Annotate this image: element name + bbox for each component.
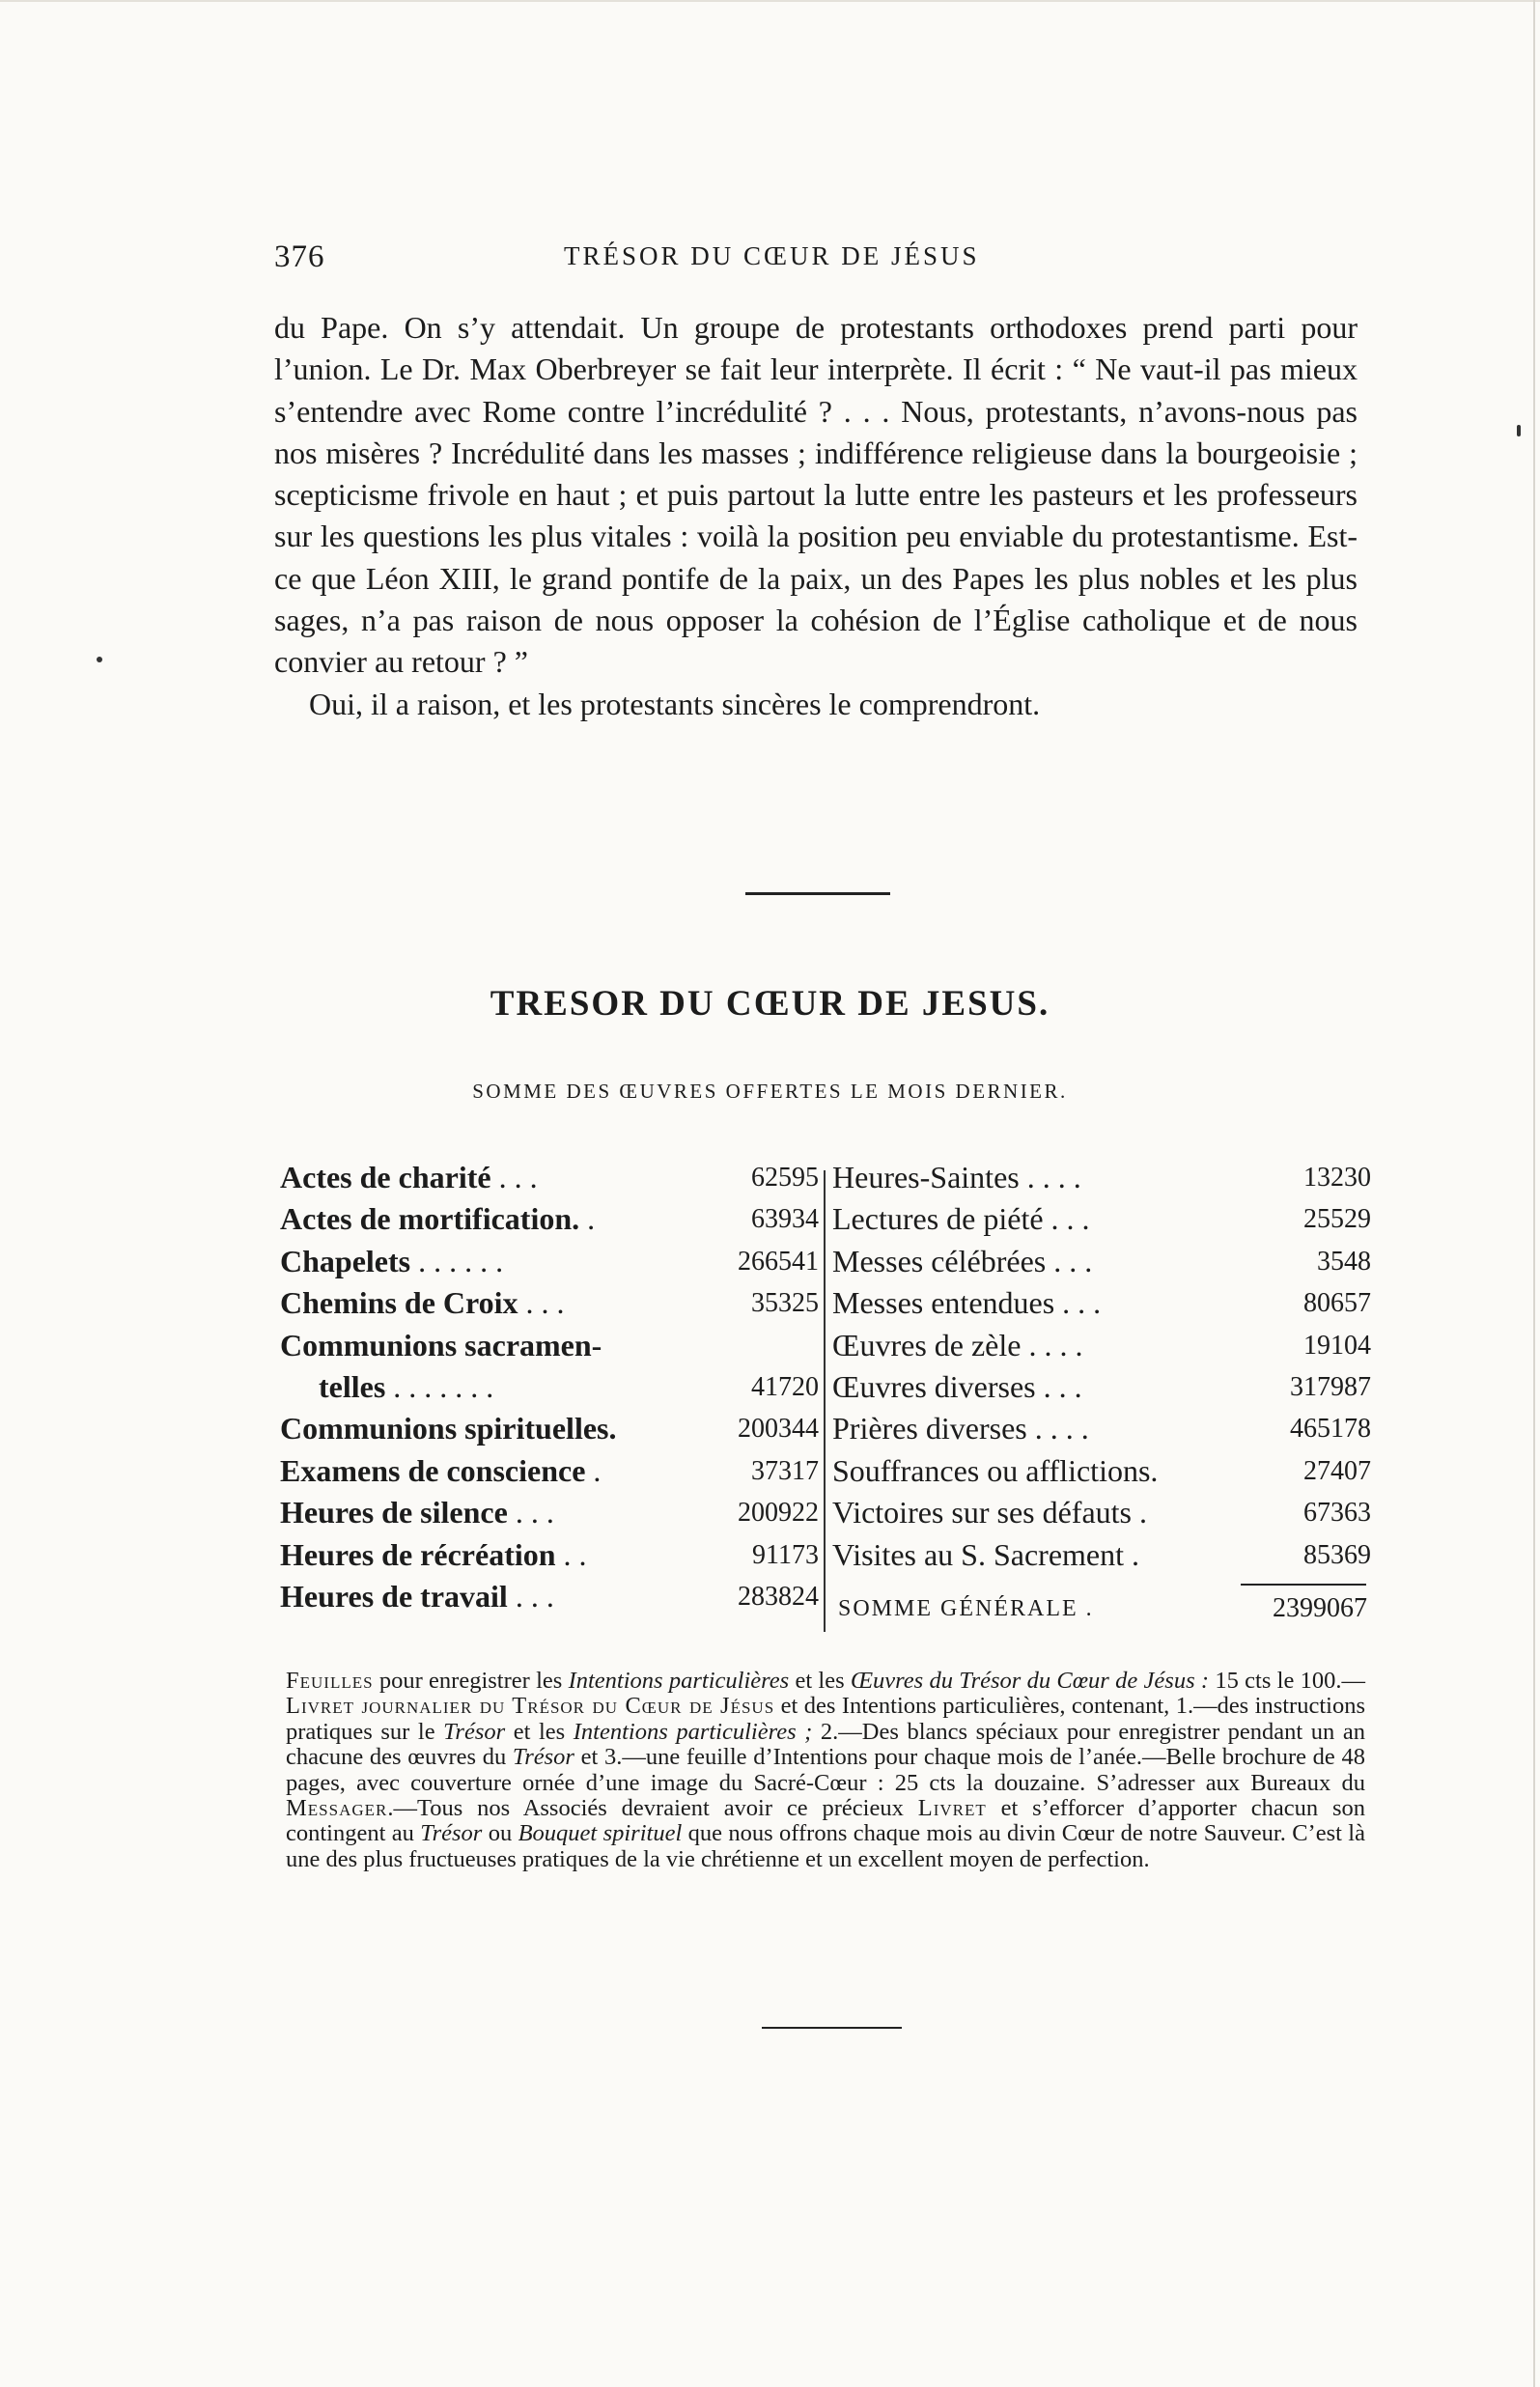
note-lead: Feuilles — [286, 1668, 374, 1694]
tally-label: Chapelets — [280, 1243, 411, 1278]
tally-label-wrap — [280, 1408, 616, 1449]
tally-row — [280, 1534, 819, 1576]
tally-row — [280, 1198, 819, 1240]
tally-label: Messes entendues — [832, 1285, 1055, 1321]
tally-leader: . . . . . . . — [385, 1368, 494, 1404]
note-italic: Bouquet spirituel — [518, 1820, 683, 1847]
tally-value: 25529 — [1303, 1204, 1371, 1235]
tally-leader: . . . . . . — [410, 1243, 504, 1278]
page-right-edge — [1533, 0, 1535, 2387]
paragraph: Oui, il a raison, et les protestants sincères le comprendront. — [309, 686, 1041, 721]
tally-label: Souffrances ou afflictions. — [832, 1452, 1159, 1488]
tally-value: 35325 — [751, 1288, 819, 1319]
tally-leader: . . . — [518, 1285, 565, 1321]
note-text: et les — [789, 1668, 851, 1694]
tally-row — [280, 1450, 819, 1492]
tally-label-wrap — [280, 1282, 565, 1324]
total-rule — [1241, 1584, 1366, 1586]
tally-label-wrap — [280, 1241, 503, 1282]
tally-label: Communions spirituelles. — [280, 1411, 617, 1446]
body-text — [274, 307, 1358, 725]
note-text: pour enregistrer les — [373, 1668, 569, 1694]
tally-leader: . . . — [507, 1495, 554, 1530]
tally-value: 465178 — [1290, 1414, 1371, 1445]
note-small-caps: Messager — [286, 1795, 388, 1822]
column-divider — [824, 1170, 826, 1632]
tally-row — [280, 1157, 819, 1198]
tally-leader: . . . — [507, 1578, 554, 1614]
tally-leader: . . . — [490, 1160, 538, 1194]
tally-label: Lectures de piété — [832, 1201, 1044, 1237]
note-text: 2.—Des blancs spéciaux pour enregistrer pendant un an chacune des œuvres du — [286, 1718, 1365, 1771]
section-title: TRESOR DU CŒUR DE JESUS. — [490, 984, 1050, 1024]
note-italic: Intentions particulières — [568, 1668, 790, 1694]
tally-label-wrap — [832, 1492, 1147, 1533]
tally-label: Heures de silence — [280, 1495, 508, 1530]
ink-speck — [1517, 425, 1521, 436]
section-divider — [745, 892, 890, 895]
tally-label-wrap — [280, 1492, 554, 1533]
tally-leader: . . — [555, 1536, 587, 1572]
tally-value: 13230 — [1303, 1163, 1371, 1193]
tally-label: Communions sacramen- — [280, 1327, 602, 1362]
tally-leader: . . . . — [1026, 1411, 1089, 1446]
note-text: que nous offrons chaque mois au divin Cœur de notre Sauveur. C’est là une des plus fructueuses pratiques de la vie chrétienne et un excellent moyen de perfection. — [286, 1820, 1365, 1872]
grand-total-row — [838, 1587, 1367, 1631]
tally-leader: . . . — [1043, 1201, 1090, 1237]
tally-label-wrap — [832, 1241, 1092, 1282]
tally-row — [832, 1325, 1371, 1366]
tally-row — [832, 1492, 1371, 1533]
tally-leader: . — [585, 1452, 602, 1488]
tally-row — [832, 1241, 1371, 1282]
notice-paragraph — [286, 1669, 1365, 1872]
note-italic: Trésor — [512, 1744, 574, 1771]
running-head — [274, 239, 1358, 282]
tally-row — [832, 1534, 1371, 1576]
note-text: .—Tous nos Associés devraient avoir ce précieux — [387, 1795, 918, 1822]
tally-label: telles — [280, 1368, 386, 1404]
tally-label: Examens de conscience — [280, 1452, 586, 1488]
tally-value: 19104 — [1303, 1330, 1371, 1361]
tally-label: Œuvres de zèle — [832, 1327, 1022, 1362]
running-title: TRÉSOR DU CŒUR DE JÉSUS — [564, 241, 980, 270]
tally-label-wrap — [832, 1366, 1082, 1408]
note-text: et des Intentions particulières, contenant, 1.—des instructions pratiques sur le — [286, 1693, 1365, 1745]
tally-label-wrap — [280, 1198, 595, 1240]
tally-label: Visites au S. Sacrement — [832, 1536, 1125, 1572]
tally-label: Chemins de Croix — [280, 1285, 518, 1321]
tally-left-column — [280, 1157, 819, 1617]
page-top-edge — [0, 0, 1540, 2]
tally-row — [832, 1157, 1371, 1198]
grand-total-value: 2399067 — [1273, 1593, 1367, 1623]
paragraph: du Pape. On s’y attendait. Un groupe de protestants orthodoxes prend parti pour l’union. Le Dr. Max Oberbreyer se fait leur interprète. Il écrit : “ Ne vaut-il pas mieux s’entendre avec Rome contre l’incrédulité ? . . . Nous, protestants, n’avons-nous pas nos misères ? Incrédulité dans les masses ; indifférence religieuse dans la bourgeoisie ; scepticisme frivole en haut ; et puis partout la lutte entre les pasteurs et les professeurs sur les questions les plus vitales : voilà la position peu enviable du protestantisme. Est-ce que Léon XIII, le grand pontife de la paix, un des Papes les plus nobles et les plus sages, n’a pas raison de nous opposer la cohésion de l’Église catholique et de nous convier au retour ? ” — [274, 310, 1358, 680]
tally-label-wrap — [832, 1157, 1081, 1198]
tally-leader: . — [1124, 1536, 1140, 1572]
tally-row — [832, 1198, 1371, 1240]
tally-label-wrap — [280, 1534, 587, 1576]
note-italic: Trésor — [443, 1718, 506, 1745]
tally-value: 283824 — [738, 1581, 819, 1612]
tally-value: 91173 — [752, 1539, 819, 1570]
tally-value: 85369 — [1303, 1539, 1371, 1570]
tally-label-wrap — [832, 1408, 1089, 1449]
tally-label-wrap — [832, 1534, 1139, 1576]
tally-label-wrap — [280, 1325, 602, 1366]
tally-value: 27407 — [1303, 1455, 1371, 1486]
note-italic: Intentions particulières ; — [573, 1718, 813, 1745]
tally-row — [832, 1408, 1371, 1449]
tally-label: Victoires sur ses défauts — [832, 1495, 1132, 1530]
tally-value: 67363 — [1303, 1498, 1371, 1529]
tally-label: Heures-Saintes — [832, 1160, 1020, 1194]
tally-leader: . . . — [1035, 1368, 1082, 1404]
section-subtitle: SOMME DES ŒUVRES OFFERTES LE MOIS DERNIER. — [472, 1080, 1068, 1103]
tally-label: Heures de travail — [280, 1578, 508, 1614]
tally-row — [832, 1450, 1371, 1492]
tally-value: 3548 — [1317, 1246, 1371, 1277]
tally-value: 62595 — [751, 1163, 819, 1193]
tally-label-wrap — [280, 1157, 538, 1198]
tally-leader: . . . . — [1021, 1327, 1083, 1362]
tally-value: 37317 — [751, 1455, 819, 1486]
tally-row — [280, 1366, 819, 1408]
tally-label: Œuvres diverses — [832, 1368, 1036, 1404]
tally-label: Prières diverses — [832, 1411, 1027, 1446]
tally-value: 80657 — [1303, 1288, 1371, 1319]
tally-row — [280, 1325, 819, 1366]
tally-label-wrap — [832, 1198, 1090, 1240]
note-text: ou — [482, 1820, 518, 1847]
tally-label-wrap — [280, 1450, 601, 1492]
tally-value: 317987 — [1290, 1371, 1371, 1402]
tally-label: Heures de récréation — [280, 1536, 556, 1572]
closing-divider — [762, 2027, 902, 2029]
tally-value: 63934 — [751, 1204, 819, 1235]
note-text: et les — [505, 1718, 574, 1745]
tally-label-wrap — [832, 1282, 1101, 1324]
note-italic: Trésor — [420, 1820, 483, 1847]
note-small-caps: Livret — [917, 1795, 987, 1822]
tally-row — [280, 1492, 819, 1533]
tally-label: Actes de charité — [280, 1160, 491, 1194]
tally-row — [832, 1366, 1371, 1408]
tally-leader: . . . — [1054, 1285, 1102, 1321]
grand-total-label: SOMME GÉNÉRALE . — [838, 1596, 1094, 1621]
tally-leader: . — [1132, 1495, 1147, 1530]
page-number: 376 — [274, 239, 325, 274]
tally-label: Messes célébrées — [832, 1243, 1047, 1278]
tally-value: 200344 — [738, 1414, 819, 1445]
tally-value: 266541 — [738, 1246, 819, 1277]
tally-leader: . . . . — [1019, 1160, 1081, 1194]
tally-row — [832, 1282, 1371, 1324]
tally-label-wrap — [280, 1576, 554, 1617]
note-text: et 3.—une feuille d’Intentions pour chaque mois de l’anée.—Belle brochure de 48 pages, avec couverture ornée d’une image du Sacré-Cœur : 25 cts la douzaine. S’adresser aux Bureaux du — [286, 1744, 1365, 1796]
tally-right-column — [832, 1157, 1371, 1576]
note-text: et s’efforcer d’apporter chacun son contingent au — [286, 1795, 1365, 1847]
tally-label: Actes de mortification. — [280, 1201, 580, 1237]
tally-value: 41720 — [751, 1371, 819, 1402]
note-text: 15 cts le 100.— — [1209, 1668, 1365, 1694]
tally-label-wrap — [832, 1325, 1082, 1366]
note-small-caps: Livret journalier du Trésor du Cœur de Jésus — [286, 1693, 775, 1720]
tally-row — [280, 1241, 819, 1282]
ink-speck — [97, 657, 102, 662]
tally-label-wrap — [832, 1450, 1158, 1492]
note-italic: Œuvres du Trésor du Cœur de Jésus : — [850, 1668, 1210, 1694]
tally-leader: . — [579, 1201, 596, 1237]
tally-row — [280, 1282, 819, 1324]
tally-label-wrap — [280, 1366, 493, 1408]
tally-row — [280, 1408, 819, 1449]
tally-leader: . . . — [1046, 1243, 1093, 1278]
tally-row — [280, 1576, 819, 1617]
tally-value: 200922 — [738, 1498, 819, 1529]
tally-table — [280, 1157, 1371, 1630]
